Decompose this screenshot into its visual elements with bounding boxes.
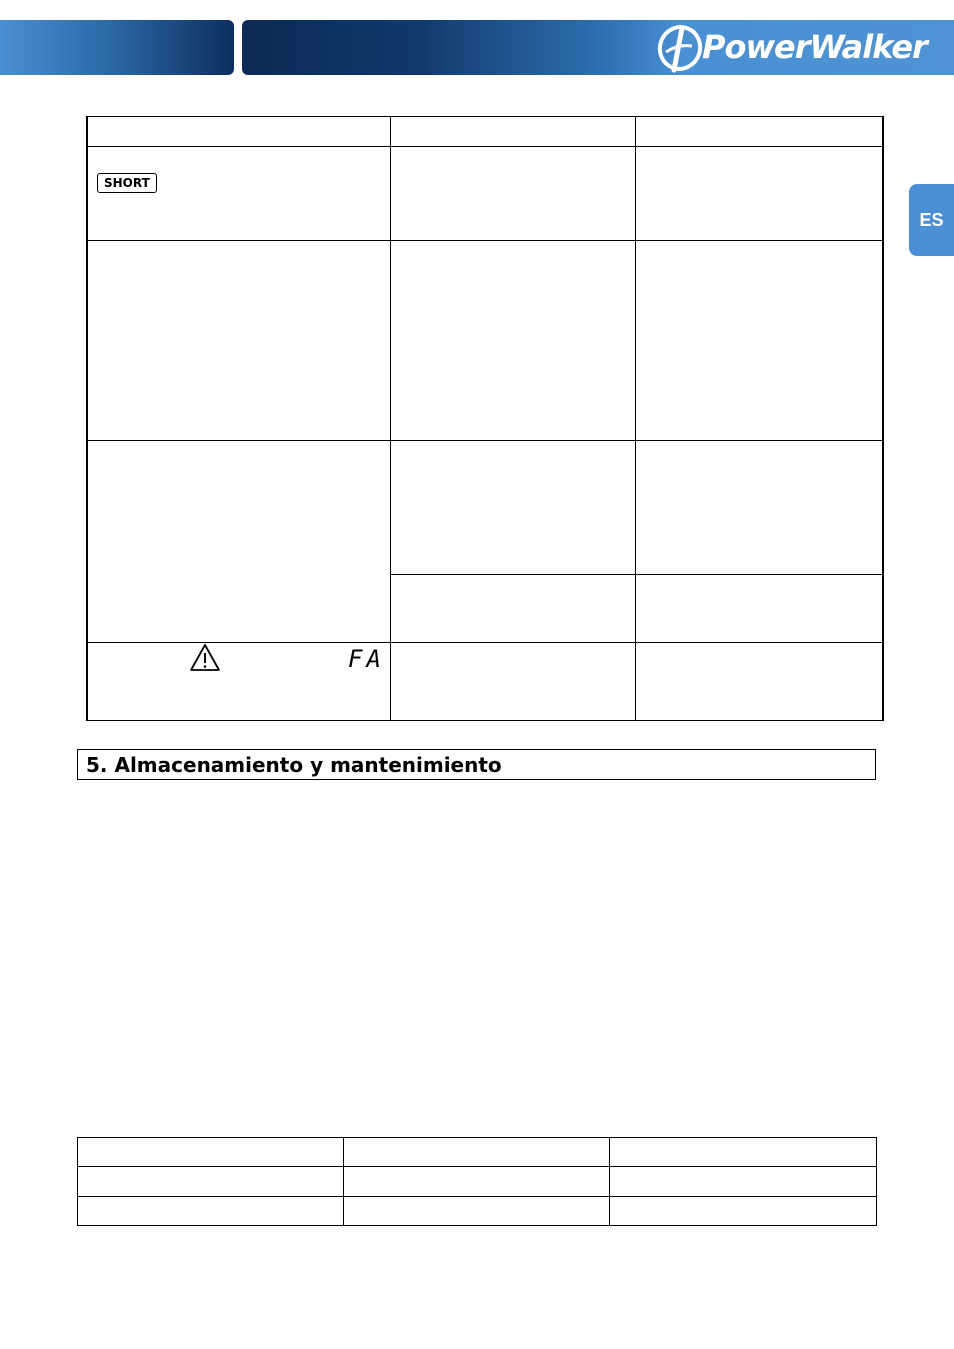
table-header-row (87, 117, 883, 147)
table-cell (78, 1197, 344, 1226)
warning-triangle-icon (189, 643, 221, 673)
fault-code-display: FA (348, 645, 385, 673)
brand-logo (652, 22, 954, 74)
table-cell (390, 575, 635, 643)
table-cell (390, 147, 635, 241)
table-row (78, 1138, 877, 1167)
table-cell (635, 241, 883, 441)
table-cell (390, 241, 635, 441)
section-title: 5. Almacenamiento y mantenimiento (86, 753, 502, 777)
language-tab[interactable] (909, 184, 954, 256)
table-cell (390, 441, 635, 575)
brand-name: PowerWalker (702, 28, 927, 66)
table-cell (610, 1138, 877, 1167)
table-row (87, 643, 883, 721)
table-row (78, 1167, 877, 1197)
table-cell (344, 1197, 610, 1226)
table-cell (344, 1167, 610, 1197)
table-cell (635, 117, 883, 147)
table-cell (610, 1197, 877, 1226)
table-cell (635, 441, 883, 575)
table-row (87, 441, 883, 575)
language-tab-label: ES (919, 209, 944, 230)
table-cell (635, 643, 883, 721)
table-cell (635, 575, 883, 643)
short-badge: SHORT (97, 173, 157, 193)
table-cell (87, 441, 390, 643)
table-cell (390, 117, 635, 147)
table-row (78, 1197, 877, 1226)
storage-table (77, 1137, 877, 1226)
table-cell (87, 241, 390, 441)
table-cell (344, 1138, 610, 1167)
table-cell (87, 117, 390, 147)
table-cell (87, 147, 390, 241)
table-cell (390, 643, 635, 721)
table-row (87, 241, 883, 441)
table-row (87, 147, 883, 241)
section-heading-box (77, 749, 876, 780)
table-cell (610, 1167, 877, 1197)
table-cell (87, 643, 390, 721)
header-bar-left (0, 20, 234, 75)
table-cell (78, 1138, 344, 1167)
troubleshooting-table (86, 116, 884, 721)
powerwalker-logo-icon (652, 22, 704, 74)
table-cell (635, 147, 883, 241)
table-cell (78, 1167, 344, 1197)
